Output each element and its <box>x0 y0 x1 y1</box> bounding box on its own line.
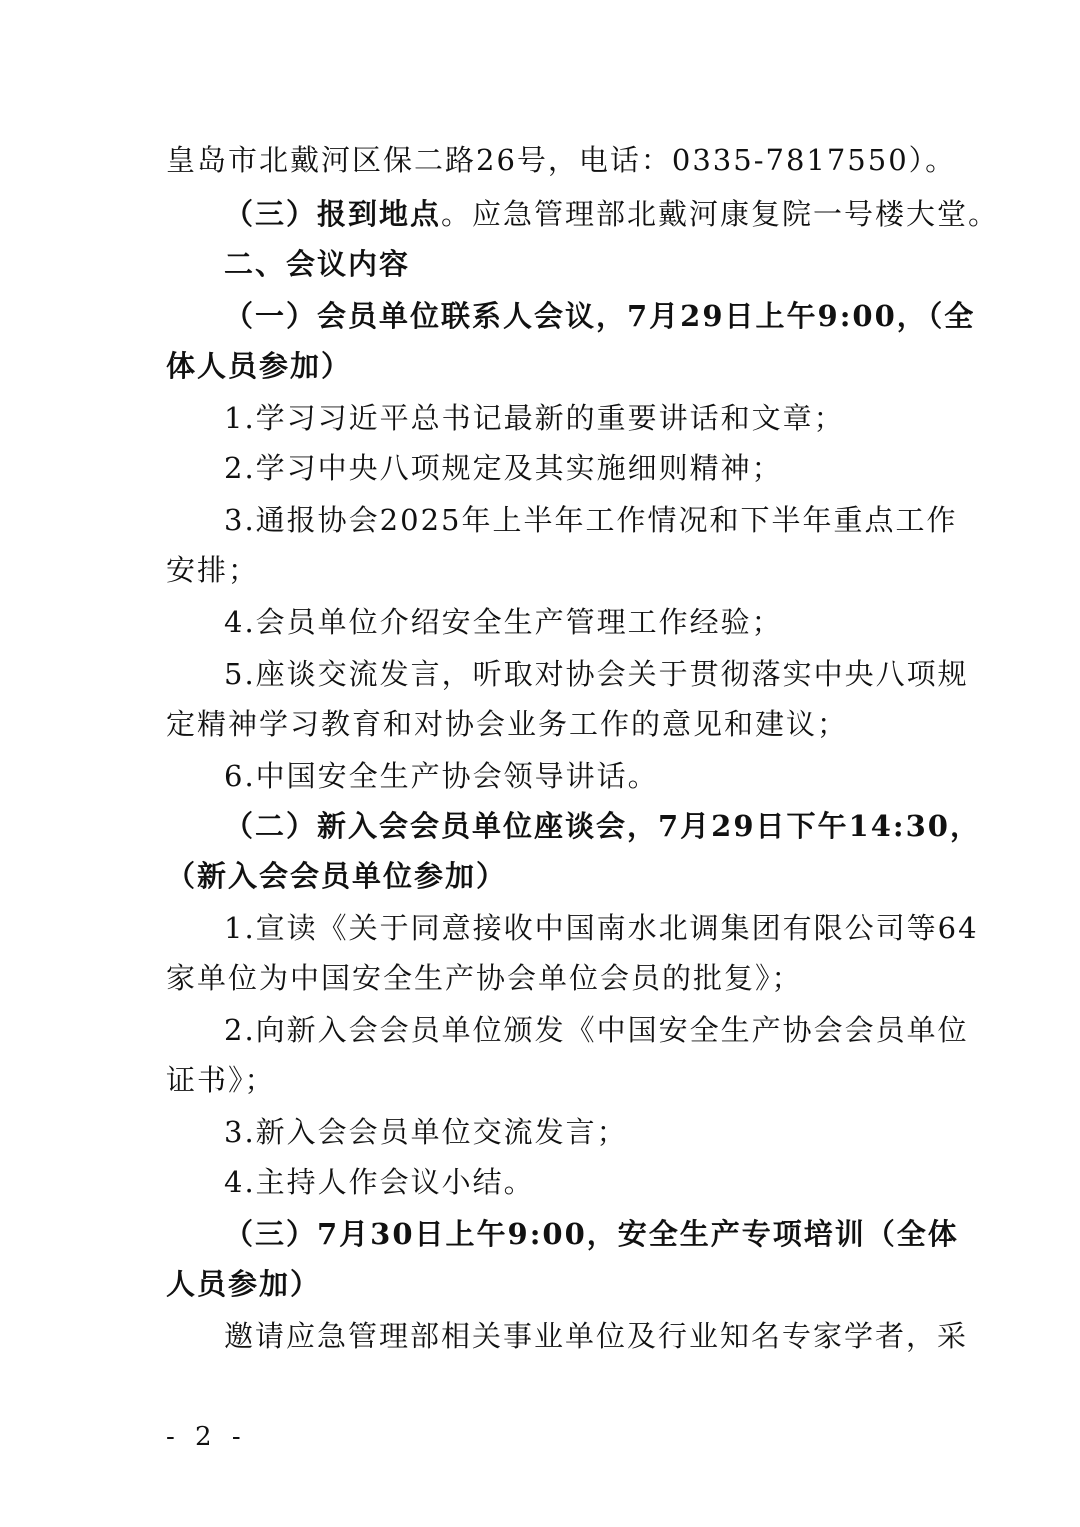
list-item: 3.通报协会2025年上半年工作情况和下半年重点工作 <box>224 503 958 537</box>
subheading-line: （一）会员单位联系人会议，7月29日上午9:00，（全 <box>224 299 976 333</box>
list-item: 1.学习习近平总书记最新的重要讲话和文章； <box>224 401 845 435</box>
list-item: 5.座谈交流发言，听取对协会关于贯彻落实中央八项规 <box>224 657 969 691</box>
subheading-line: （新入会会员单位参加） <box>166 859 508 893</box>
subheading-line: （三）7月30日上午9:00，安全生产专项培训（全体 <box>224 1217 959 1251</box>
subheading-line: 人员参加） <box>166 1267 322 1301</box>
subheading-line: （二）新入会会员单位座谈会，7月29日下午14:30， <box>224 809 981 843</box>
list-item: 2.学习中央八项规定及其实施细则精神； <box>224 451 783 485</box>
subheading-label: 报到地点 <box>317 197 442 231</box>
text-line <box>224 194 1000 234</box>
list-item: 2.向新入会会员单位颁发《中国安全生产协会会员单位 <box>224 1013 969 1047</box>
list-item-continuation: 定精神学习教育和对协会业务工作的意见和建议； <box>166 707 849 741</box>
list-item-continuation: 证书》； <box>166 1063 276 1097</box>
list-item: 4.主持人作会议小结。 <box>224 1165 535 1199</box>
list-item: 1.宣读《关于同意接收中国南水北调集团有限公司等64 <box>224 911 979 945</box>
subheading-line: 体人员参加） <box>166 349 353 383</box>
list-item: 6.中国安全生产协会领导讲话。 <box>224 759 659 793</box>
paragraph-line: 邀请应急管理部相关事业单位及行业知名专家学者，采 <box>224 1319 969 1353</box>
text-line: 皇岛市北戴河区保二路26号，电话：0335-7817550）。 <box>166 143 957 177</box>
section-heading: 二、会议内容 <box>224 247 411 281</box>
list-item-continuation: 安排； <box>166 553 260 587</box>
page-number: - 2 - <box>166 1422 247 1452</box>
text-segment: 。应急管理部北戴河康复院一号楼大堂。 <box>441 197 1000 231</box>
list-item: 3.新入会会员单位交流发言； <box>224 1115 628 1149</box>
subheading-number: （三） <box>224 197 318 231</box>
list-item: 4.会员单位介绍安全生产管理工作经验； <box>224 605 783 639</box>
list-item-continuation: 家单位为中国安全生产协会单位会员的批复》； <box>166 961 803 995</box>
